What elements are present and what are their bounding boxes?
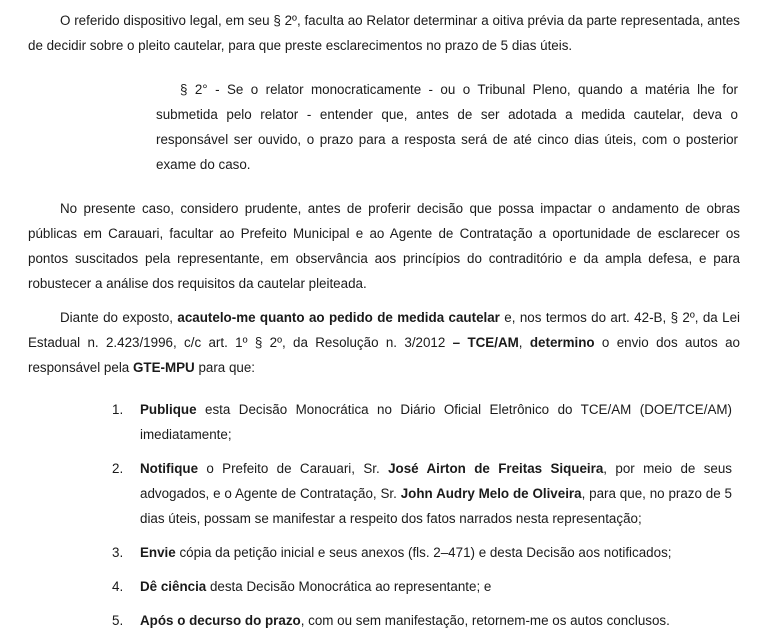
item-text: , por meio de seus advogados, e o Agente de Contratação, Sr. [140,461,732,501]
decision-text-1: Diante do exposto, [60,310,178,325]
decision-text-3: , [518,335,530,350]
item-bold: Publique [140,402,197,417]
item-text: esta Decisão Monocrática no Diário Oficial Eletrônico do TCE/AM (DOE/TCE/AM) imediatamente; [140,402,732,442]
item-number: 2. [112,461,124,476]
item-number: 3. [112,545,124,560]
paragraph-legal-provision: O referido dispositivo legal, em seu § 2º, faculta ao Relator determinar a oitiva prévia da parte representada, antes de decidir sobre o pleito cautelar, para que preste esclarecimentos no prazo de 5 dias úteis. [28,13,740,53]
decision-text-4: o envio dos autos ao responsável pela [28,335,740,375]
item-number: 5. [112,613,124,628]
item-text: o Prefeito de Carauari, Sr. [198,461,389,476]
item-bold-agent-name: John Audry Melo de Oliveira [400,486,582,501]
paragraph-decision [28,305,740,380]
list-item-publish [28,397,740,447]
item-bold: Após o decurso do prazo [140,613,301,628]
item-bold: Envie [140,545,176,560]
decision-bold-tce: – TCE/AM [452,335,519,350]
item-text: , com ou sem manifestação, retornem-me os autos conclusos. [300,613,670,628]
quoted-legal-text: § 2° - Se o relator monocraticamente - ou o Tribunal Pleno, quando a matéria lhe for submetida pelo relator - entender que, antes de ser adotada a medida cautelar, deva o responsável ser ouvido, o prazo para a resposta será de até cinco dias úteis, com o posterior exame do caso. [156,82,738,172]
list-item-inform [28,574,740,599]
item-number: 1. [112,402,124,417]
list-item-notify [28,456,740,531]
decision-text-2: e, nos termos do art. 42-B, § 2º, da Lei Estadual n. 2.423/1996, c/c art. 1º § 2º, da Resolução n. 3/2012 [28,310,741,350]
item-bold-mayor-name: José Airton de Freitas Siqueira [388,461,604,476]
decision-text-5: para que: [194,360,256,375]
list-item-return [28,608,740,633]
item-text: desta Decisão Monocrática ao representante; e [206,579,492,594]
decision-bold-gte: GTE-MPU [132,360,195,375]
decision-bold-determino: determino [529,335,595,350]
item-text: cópia da petição inicial e seus anexos (fls. 2–471) e desta Decisão aos notificados; [175,545,672,560]
paragraph-present-case: No presente caso, considero prudente, antes de proferir decisão que possa impactar o andamento de obras públicas em Carauari, facultar ao Prefeito Municipal e ao Agente de Contratação a oportunidade de esclarecer os pontos suscitados pela representante, em observância aos princípios do contraditório e da ampla defesa, e para robustecer a análise dos requisitos da cautelar pleiteada. [28,201,740,291]
item-number: 4. [112,579,124,594]
list-item-send [28,540,740,565]
item-bold: Dê ciência [140,579,207,594]
decision-bold-cautelar: acautelo-me quanto ao pedido de medida cautelar [177,310,500,325]
determinations-list [28,397,740,633]
item-bold: Notifique [140,461,199,476]
item-text: , para que, no prazo de 5 dias úteis, possam se manifestar a respeito dos fatos narrados nesta representação; [140,486,732,526]
